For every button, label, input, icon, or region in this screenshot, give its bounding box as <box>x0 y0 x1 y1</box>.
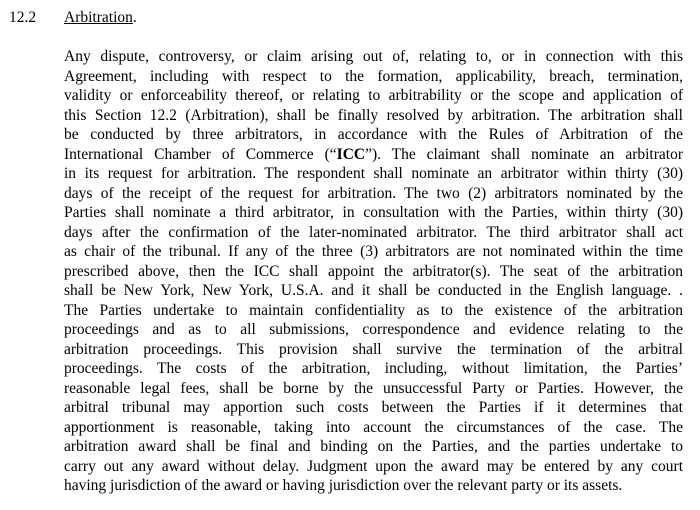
section-header <box>9 8 137 28</box>
body-line: arbitration proceedings. This provision shall survive the termination of the arbitral <box>64 340 683 358</box>
body-line: reasonable legal fees, shall be borne by the unsuccessful Party or Parties. However, the <box>64 379 683 397</box>
body-line: days after the confirmation of the later-nominated arbitrator. The third arbitrator shall act <box>64 223 683 241</box>
body-line: The Parties undertake to maintain confidentiality as to the existence of the arbitration <box>64 301 683 319</box>
body-line-text: ”). The claimant shall nominate an arbitrator <box>365 145 683 163</box>
defined-term: ICC <box>336 145 366 163</box>
body-line: prescribed above, then the ICC shall appoint the arbitrator(s). The seat of the arbitration <box>64 262 683 280</box>
body-line: Any dispute, controversy, or claim arising out of, relating to, or in connection with this <box>64 48 683 65</box>
body-line: proceedings and as to all submissions, correspondence and evidence relating to the <box>64 321 683 338</box>
body-line: proceedings. The costs of the arbitration, including, without limitation, the Parties’ <box>64 360 683 377</box>
body-line: shall be New York, New York, U.S.A. and it shall be conducted in the English language. . <box>64 282 683 299</box>
section-number: 12.2 <box>9 9 37 26</box>
body-line: carry out any award without delay. Judgment upon the award may be entered by any court <box>64 457 683 475</box>
body-line: be conducted by three arbitrators, in accordance with the Rules of Arbitration of the <box>64 126 683 143</box>
body-line: Agreement, including with respect to the formation, applicability, breach, termination, <box>64 67 683 85</box>
body-line: arbitral tribunal may apportion such costs between the Parties if it determines that <box>64 399 683 416</box>
section-title: Arbitration <box>64 9 133 26</box>
body-line: validity or enforceability thereof, or relating to arbitrability or the scope and application of <box>64 87 683 104</box>
section-body <box>64 47 683 496</box>
body-line: Parties shall nominate a third arbitrator, in consultation with the Parties, within thirty (30) <box>64 204 683 221</box>
body-line-defined-term <box>64 145 683 165</box>
body-line: apportionment is reasonable, taking into account the circumstances of the case. The <box>64 418 683 436</box>
body-line: in its request for arbitration. The respondent shall nominate an arbitrator within thirty (30) <box>64 165 683 182</box>
body-line-text: International Chamber of Commerce (“ <box>64 145 337 163</box>
body-line: this Section 12.2 (Arbitration), shall be finally resolved by arbitration. The arbitration shall <box>64 106 683 124</box>
body-line: as chair of the tribunal. If any of the three (3) arbitrators are not nominated within the time <box>64 243 683 260</box>
body-line: having jurisdiction of the award or having jurisdiction over the relevant party or its assets. <box>64 477 623 494</box>
body-line: arbitration award shall be final and binding on the Parties, and the parties undertake to <box>64 438 683 455</box>
body-line: days of the receipt of the request for arbitration. The two (2) arbitrators nominated by the <box>64 184 683 202</box>
section-title-suffix: . <box>132 9 137 26</box>
